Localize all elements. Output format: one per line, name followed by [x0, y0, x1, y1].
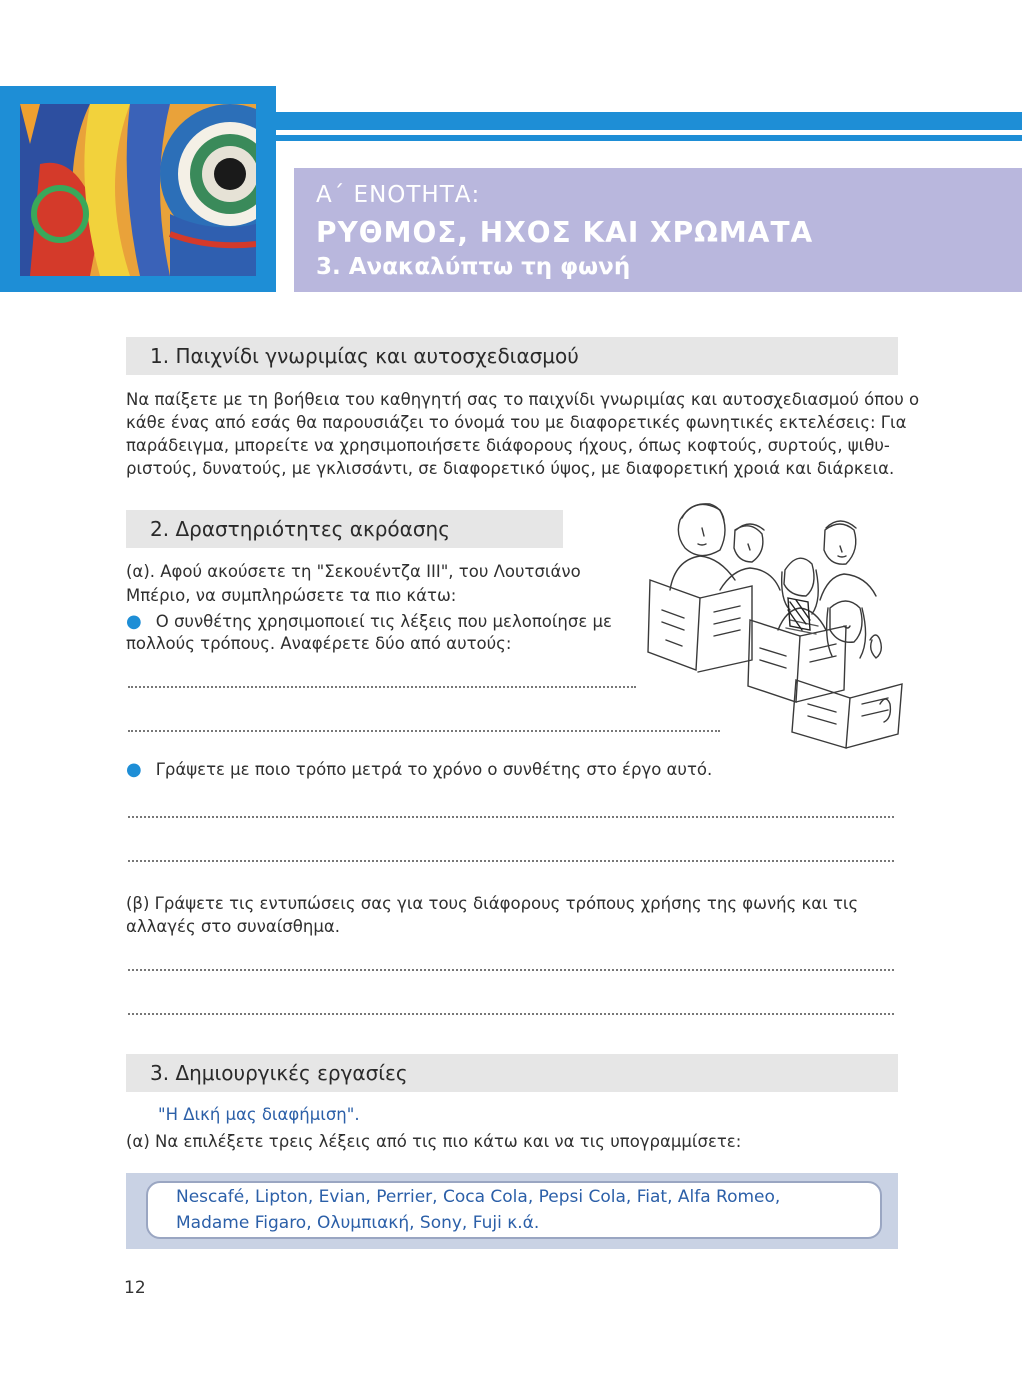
- answer-line[interactable]: [128, 816, 894, 818]
- section1-heading: 1. Παιχνίδι γνωριμίας και αυτοσχεδιασμού: [126, 337, 898, 375]
- header-stripe-thin: [276, 135, 1022, 141]
- section1-line: Να παίξετε με τη βοήθεια του καθηγητή σας το παιχνίδι γνωριμίας και αυτοσχεδιασμού όπου ο: [126, 390, 920, 409]
- abstract-painting: [20, 104, 256, 276]
- page-number: 12: [124, 1278, 146, 1298]
- bullet-icon: ●: [126, 611, 142, 632]
- header-stripe-thick: [276, 112, 1022, 130]
- section1-line: ριστούς, δυνατούς, με γκλισσάντι, σε διαφορετικό ύψος, με διαφορετική χροιά και διάρκεια.: [126, 459, 895, 478]
- bullet1-line: πολλούς τρόπους. Αναφέρετε δύο από αυτούς:: [126, 634, 512, 653]
- section2-heading: 2. Δραστηριότητες ακρόασης: [126, 510, 563, 548]
- part-b-line: αλλαγές στο συναίσθημα.: [126, 917, 340, 936]
- ad-quote: "Η Δική μας διαφήμιση".: [158, 1105, 360, 1124]
- brand-words-line[interactable]: Nescafé, Lipton, Evian, Perrier, Coca Cola, Pepsi Cola, Fiat, Alfa Romeo,: [176, 1187, 781, 1207]
- section1-line: παράδειγμα, μπορείτε να χρησιμοποιήσετε διάφορους ήχους, όπως κοφτούς, συρτούς, ψιθυ-: [126, 436, 890, 455]
- answer-line[interactable]: [128, 969, 894, 971]
- unit-title: ΡΥΘΜΟΣ, ΗΧΟΣ ΚΑΙ ΧΡΩΜΑΤΑ: [316, 216, 814, 249]
- answer-line[interactable]: [128, 1013, 894, 1015]
- brand-words-box: [126, 1173, 898, 1249]
- header-artwork: [0, 86, 276, 292]
- bullet2-text: Γράψετε με ποιο τρόπο μετρά το χρόνο ο συνθέτης στο έργο αυτό.: [155, 760, 713, 779]
- intro-line: Μπέριο, να συμπληρώσετε τα πιο κάτω:: [126, 586, 457, 605]
- section3-instruction: (α) Να επιλέξετε τρεις λέξεις από τις πιο κάτω και να τις υπογραμμίσετε:: [126, 1132, 742, 1151]
- answer-line[interactable]: [128, 860, 894, 862]
- unit-label: Α΄ ΕΝΟΤΗΤΑ:: [316, 182, 481, 208]
- title-box: [294, 168, 1022, 292]
- choir-sketch: [640, 490, 910, 750]
- answer-line[interactable]: [128, 686, 636, 688]
- bullet-icon: ●: [126, 759, 142, 780]
- brand-words-panel: [146, 1181, 882, 1239]
- brand-words-line[interactable]: Madame Figaro, Ολυμπιακή, Sony, Fuji κ.ά.: [176, 1213, 540, 1233]
- intro-line: (α). Αφού ακούσετε τη "Σεκουέντζα ΙΙΙ", του Λουτσιάνο: [126, 562, 581, 581]
- part-b-line: (β) Γράψετε τις εντυπώσεις σας για τους διάφορους τρόπους χρήσης της φωνής και τις: [126, 894, 859, 913]
- section1-line: κάθε ένας από εσάς θα παρουσιάζει το όνομά του με διαφορετικές φωνητικές εκτελέσεις: Για: [126, 413, 907, 432]
- answer-line[interactable]: [128, 730, 720, 732]
- lesson-subtitle: 3. Ανακαλύπτω τη φωνή: [316, 254, 631, 280]
- bullet1-line: Ο συνθέτης χρησιμοποιεί τις λέξεις που μελοποίησε με: [155, 612, 612, 631]
- section3-heading: 3. Δημιουργικές εργασίες: [126, 1054, 898, 1092]
